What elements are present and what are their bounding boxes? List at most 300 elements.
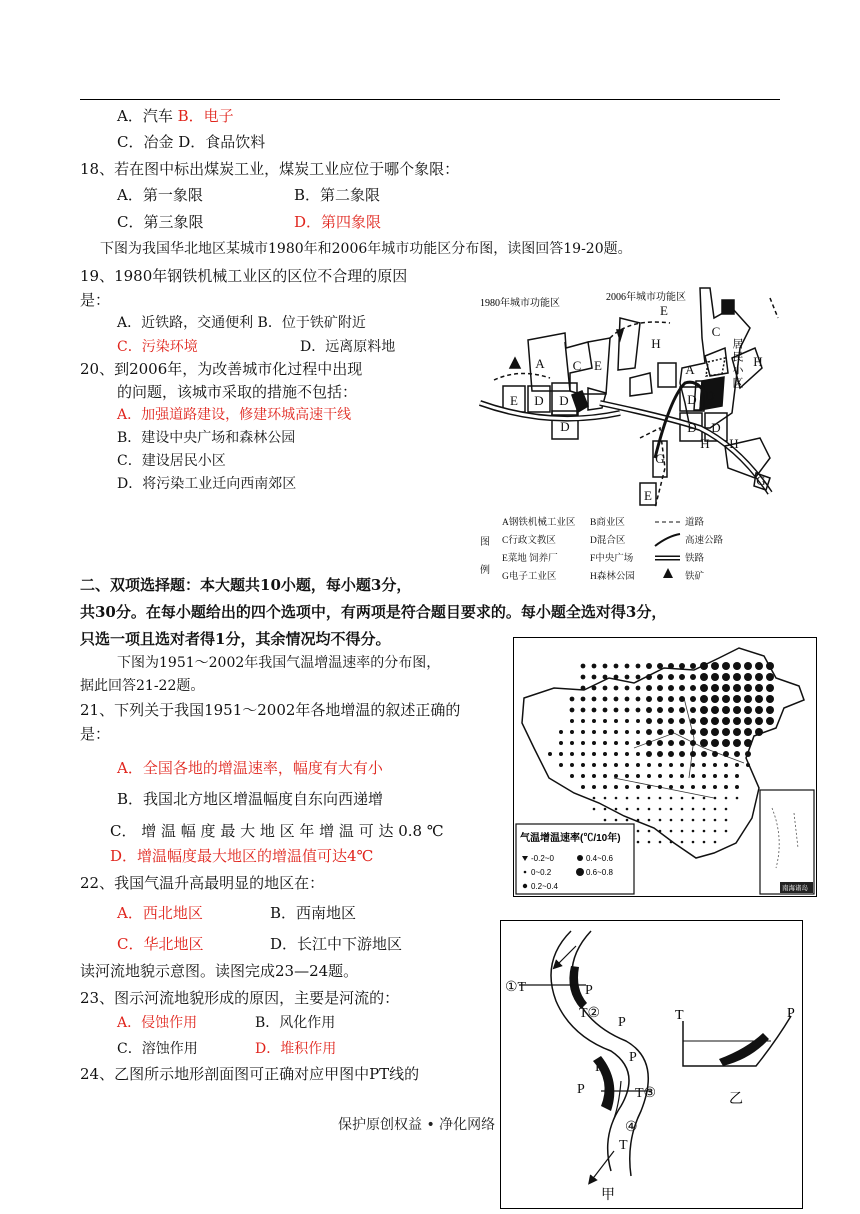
warming-dot bbox=[625, 719, 629, 723]
warming-dot bbox=[711, 673, 719, 681]
warming-dot bbox=[766, 717, 774, 725]
svg-text:道路: 道路 bbox=[685, 518, 705, 528]
warming-dot bbox=[581, 708, 586, 713]
svg-text:P: P bbox=[595, 1060, 603, 1075]
q18-option-b bbox=[294, 185, 380, 205]
svg-text:D: D bbox=[560, 419, 570, 434]
text-run: A．汽车 bbox=[117, 107, 178, 125]
text-run: 的问题，该城市采取的措施不包括： bbox=[117, 383, 358, 401]
warming-dot bbox=[755, 684, 763, 692]
warming-dot bbox=[691, 774, 695, 778]
warming-dot bbox=[570, 741, 574, 745]
text-run: B．西南地区 bbox=[270, 904, 357, 922]
warming-dot bbox=[722, 706, 730, 714]
warming-dot bbox=[657, 674, 663, 680]
warming-dot bbox=[702, 785, 706, 789]
warming-dot bbox=[637, 797, 640, 800]
warming-dot bbox=[668, 751, 674, 757]
svg-text:G电子工业区: G电子工业区 bbox=[502, 572, 557, 582]
warming-dot bbox=[603, 708, 608, 713]
warming-dot bbox=[615, 819, 618, 822]
warming-dot bbox=[659, 841, 662, 844]
jia-labels bbox=[505, 980, 656, 1153]
svg-text:T②: T② bbox=[579, 1006, 601, 1021]
svg-text:①T: ①T bbox=[505, 980, 527, 995]
warming-dot bbox=[603, 686, 608, 691]
warming-dot bbox=[669, 774, 673, 778]
warming-dot bbox=[733, 662, 741, 670]
warming-dot bbox=[700, 728, 708, 736]
text-run: C． 增 温 幅 度 最 大 地 区 年 增 温 可 达 0.8 ℃ bbox=[110, 822, 444, 840]
warming-dot bbox=[702, 763, 706, 767]
warming-dot bbox=[603, 763, 607, 767]
warming-dot bbox=[614, 785, 618, 789]
warming-dot bbox=[581, 763, 585, 767]
warming-dot bbox=[592, 741, 596, 745]
svg-text:0.6~0.8: 0.6~0.8 bbox=[586, 868, 613, 877]
q22-option-b bbox=[270, 903, 356, 923]
q19-stem-cont bbox=[80, 290, 110, 310]
warming-dot bbox=[755, 673, 763, 681]
header-rule bbox=[80, 99, 780, 100]
svg-text:A: A bbox=[535, 356, 545, 371]
warming-dot bbox=[647, 774, 651, 778]
svg-text:0.2~0.4: 0.2~0.4 bbox=[531, 882, 558, 891]
warming-dot bbox=[691, 785, 695, 789]
warming-dot bbox=[646, 751, 652, 757]
svg-text:D: D bbox=[687, 392, 697, 407]
warming-dot bbox=[766, 695, 774, 703]
warming-dot bbox=[722, 695, 730, 703]
warming-dot bbox=[714, 808, 717, 811]
section2-heading bbox=[80, 575, 411, 595]
warming-dot bbox=[625, 730, 629, 734]
warming-dot bbox=[626, 808, 629, 811]
q22-option-c bbox=[117, 934, 203, 954]
warming-dot bbox=[636, 686, 641, 691]
warming-dot bbox=[581, 785, 585, 789]
intro-21-22-cont bbox=[80, 676, 204, 696]
intro-23-24 bbox=[80, 961, 358, 981]
warming-dot bbox=[679, 729, 685, 735]
warming-dot bbox=[581, 774, 585, 778]
section2-instructions bbox=[80, 602, 666, 622]
warming-dot bbox=[592, 719, 596, 723]
warming-dot bbox=[603, 719, 607, 723]
warming-dot bbox=[679, 751, 685, 757]
warming-dot bbox=[648, 797, 651, 800]
climate-warming-map bbox=[513, 637, 817, 897]
warming-dot bbox=[700, 739, 708, 747]
warming-dot bbox=[713, 785, 717, 789]
warming-dot bbox=[614, 708, 619, 713]
warming-dot bbox=[755, 706, 763, 714]
warming-dot bbox=[725, 797, 728, 800]
warming-dot bbox=[625, 675, 630, 680]
warming-dot bbox=[755, 728, 763, 736]
warming-dot bbox=[722, 728, 730, 736]
warming-dot bbox=[735, 774, 739, 778]
warming-dot bbox=[700, 662, 708, 670]
text-run: C．溶蚀作用 bbox=[117, 1041, 198, 1057]
warming-dot bbox=[690, 740, 696, 746]
q20-option-d bbox=[117, 474, 296, 494]
warming-dot bbox=[603, 675, 608, 680]
warming-dot bbox=[570, 719, 574, 723]
text-run: D．远离原料地 bbox=[300, 339, 396, 355]
warming-dot bbox=[637, 808, 640, 811]
warming-dot bbox=[581, 686, 586, 691]
svg-text:D: D bbox=[687, 420, 697, 435]
warming-dot bbox=[636, 697, 641, 702]
warming-dot bbox=[669, 763, 673, 767]
warming-dot bbox=[744, 662, 752, 670]
warming-dot bbox=[701, 751, 707, 757]
warming-dot bbox=[679, 696, 685, 702]
warming-dot bbox=[681, 797, 684, 800]
warming-dot bbox=[703, 819, 706, 822]
warming-dot bbox=[646, 674, 652, 680]
q17-options-cd bbox=[117, 132, 265, 152]
svg-text:铁路: 铁路 bbox=[685, 554, 705, 564]
warming-dot bbox=[657, 663, 663, 669]
warming-dot bbox=[603, 697, 608, 702]
svg-text:0.4~0.6: 0.4~0.6 bbox=[586, 854, 613, 863]
yi-t-label: T bbox=[675, 1008, 684, 1023]
svg-text:P: P bbox=[618, 1015, 626, 1030]
warming-dot bbox=[570, 730, 574, 734]
warming-dot bbox=[714, 819, 717, 822]
text-run: 21、下列关于我国1951～2002年各地增温的叙述正确的 bbox=[80, 701, 461, 719]
text-run: 读河流地貌示意图。读图完成23—24题。 bbox=[80, 962, 359, 980]
warming-dot bbox=[625, 741, 629, 745]
svg-text:T: T bbox=[619, 1138, 628, 1153]
warming-dot bbox=[636, 785, 640, 789]
warming-dot bbox=[614, 741, 618, 745]
warming-dot bbox=[713, 763, 717, 767]
warming-dot bbox=[733, 739, 741, 747]
warming-dot bbox=[648, 808, 651, 811]
q19-options-ab bbox=[117, 313, 366, 333]
warming-dot bbox=[592, 708, 597, 713]
warming-dot bbox=[581, 719, 585, 723]
warming-dot bbox=[648, 841, 651, 844]
warming-dot bbox=[733, 706, 741, 714]
warming-dot bbox=[570, 752, 574, 756]
title-2006: 2006年城市功能区 bbox=[606, 292, 686, 303]
warming-dot bbox=[615, 808, 618, 811]
warming-dot bbox=[659, 808, 662, 811]
svg-text:D混合区: D混合区 bbox=[590, 536, 626, 546]
warming-dot bbox=[703, 797, 706, 800]
warming-dot bbox=[668, 740, 674, 746]
warming-dot bbox=[744, 673, 752, 681]
q22-option-d bbox=[270, 934, 402, 954]
warming-dot bbox=[636, 774, 640, 778]
warming-dot bbox=[681, 808, 684, 811]
warming-dot bbox=[614, 774, 618, 778]
text-run: A．西北地区 bbox=[117, 904, 203, 922]
warming-dot bbox=[646, 718, 652, 724]
warming-dot bbox=[711, 706, 719, 714]
label-yi: 乙 bbox=[729, 1092, 743, 1107]
section2-instructions-cont bbox=[80, 629, 390, 649]
warming-dot bbox=[711, 695, 719, 703]
warming-dot bbox=[668, 663, 674, 669]
warming-dot bbox=[592, 785, 596, 789]
text-run: A．侵蚀作用 bbox=[117, 1015, 198, 1031]
warming-dot bbox=[657, 718, 663, 724]
warming-dot bbox=[592, 763, 596, 767]
warming-dot bbox=[679, 718, 685, 724]
svg-text:G: G bbox=[756, 473, 766, 488]
q21-option-a bbox=[117, 758, 383, 778]
warming-dot bbox=[637, 841, 640, 844]
q24-stem bbox=[80, 1064, 419, 1084]
warming-dot bbox=[603, 664, 608, 669]
warming-dot bbox=[636, 719, 640, 723]
text-run: 22、我国气温升高最明显的地区在： bbox=[80, 874, 325, 892]
warming-dot bbox=[615, 797, 618, 800]
q23-option-b bbox=[255, 1013, 335, 1033]
watermark: 保护原创权益 • 净化网络 bbox=[338, 1117, 496, 1133]
warming-dot bbox=[614, 675, 619, 680]
text-run: 二、双项选择题：本大题共10小题，每小题3分， bbox=[80, 576, 412, 594]
warming-dot bbox=[659, 819, 662, 822]
warming-dot bbox=[714, 830, 717, 833]
svg-text:G: G bbox=[655, 451, 665, 466]
warming-dot bbox=[711, 728, 719, 736]
warming-dot bbox=[733, 728, 741, 736]
warming-dot bbox=[581, 664, 586, 669]
warming-dot bbox=[744, 706, 752, 714]
warming-dot bbox=[604, 819, 607, 822]
svg-text:H: H bbox=[729, 436, 739, 451]
warming-dot bbox=[668, 674, 674, 680]
warming-dot bbox=[670, 841, 673, 844]
warming-dot bbox=[722, 739, 730, 747]
intro-21-22 bbox=[117, 653, 440, 673]
warming-dot bbox=[735, 785, 739, 789]
warming-dot bbox=[670, 819, 673, 822]
warming-dot bbox=[680, 774, 684, 778]
warming-dot bbox=[648, 819, 651, 822]
warming-dot bbox=[637, 830, 640, 833]
q17-options-ab bbox=[117, 106, 234, 126]
zone-labels bbox=[510, 303, 766, 503]
warming-dot bbox=[755, 662, 763, 670]
svg-text:C: C bbox=[711, 324, 721, 339]
warming-dot bbox=[670, 797, 673, 800]
warming-dot bbox=[614, 730, 618, 734]
text-run: B．第二象限 bbox=[294, 186, 381, 204]
warming-dot bbox=[725, 830, 728, 833]
warming-dot bbox=[625, 664, 630, 669]
warming-dot bbox=[722, 684, 730, 692]
label-jia: 甲 bbox=[601, 1188, 615, 1203]
warming-dot bbox=[626, 819, 629, 822]
warming-dot bbox=[735, 763, 739, 767]
title-1980: 1980年城市功能区 bbox=[480, 298, 560, 309]
svg-text:H: H bbox=[753, 354, 763, 369]
warming-dot bbox=[659, 830, 662, 833]
text-run: A．加强道路建设，修建环城高速干线 bbox=[117, 407, 352, 423]
warming-dot bbox=[603, 785, 607, 789]
warming-dot bbox=[559, 730, 563, 734]
q20-option-a bbox=[117, 405, 351, 425]
warming-dot bbox=[559, 741, 563, 745]
warming-dot bbox=[603, 752, 607, 756]
warming-dot bbox=[668, 696, 674, 702]
river-landform-diagram bbox=[500, 920, 803, 1209]
svg-text:A钢铁机械工业区: A钢铁机械工业区 bbox=[502, 518, 576, 528]
svg-text:H森林公园: H森林公园 bbox=[590, 572, 635, 582]
text-run: C．第三象限 bbox=[117, 213, 204, 231]
warming-dot bbox=[722, 673, 730, 681]
warming-dot bbox=[625, 763, 629, 767]
text-run: 下图为1951～2002年我国气温增温速率的分布图， bbox=[117, 655, 441, 671]
svg-text:A: A bbox=[685, 362, 695, 377]
svg-text:E: E bbox=[660, 303, 668, 318]
text-run: D．堆积作用 bbox=[255, 1041, 337, 1057]
inset-label: 南海诸岛 bbox=[782, 885, 808, 892]
warming-dot bbox=[670, 830, 673, 833]
warming-dot bbox=[581, 697, 586, 702]
warming-dot bbox=[711, 717, 719, 725]
warming-dot bbox=[592, 675, 597, 680]
warming-dot bbox=[692, 819, 695, 822]
warming-dot bbox=[755, 695, 763, 703]
q19-option-c bbox=[117, 337, 198, 357]
warming-dot bbox=[614, 664, 619, 669]
svg-text:P: P bbox=[577, 1082, 585, 1097]
q18-stem bbox=[80, 159, 459, 179]
q20-stem-cont bbox=[117, 382, 357, 402]
warming-dot bbox=[559, 763, 563, 767]
q23-stem bbox=[80, 988, 399, 1008]
warming-dot bbox=[604, 808, 607, 811]
warming-dot bbox=[614, 719, 618, 723]
text-run: A．近铁路，交通便利 B．位于铁矿附近 bbox=[117, 315, 366, 331]
intro-19-20 bbox=[100, 239, 632, 259]
warming-dot bbox=[766, 662, 774, 670]
warming-dot bbox=[658, 763, 662, 767]
text-run: C．华北地区 bbox=[117, 935, 204, 953]
warming-dot bbox=[703, 830, 706, 833]
warming-dot bbox=[646, 663, 652, 669]
text-run: D．第四象限 bbox=[294, 213, 382, 231]
q22-option-a bbox=[117, 903, 203, 923]
warming-dot bbox=[657, 696, 663, 702]
text-run: A．全国各地的增温速率，幅度有大有小 bbox=[117, 759, 383, 777]
warming-dot bbox=[703, 841, 706, 844]
warming-dot bbox=[690, 663, 696, 669]
text-run: 共30分。在每小题给出的四个选项中，有两项是符合题目要求的。每小题全选对得3分， bbox=[80, 603, 667, 621]
warming-dot bbox=[625, 686, 630, 691]
warming-dot bbox=[733, 717, 741, 725]
warming-dot bbox=[603, 730, 607, 734]
q21-stem-cont bbox=[80, 724, 110, 744]
warming-dot bbox=[625, 785, 629, 789]
warming-dot bbox=[603, 741, 607, 745]
warming-dot bbox=[668, 685, 674, 691]
svg-text:D: D bbox=[705, 388, 715, 403]
warming-dot bbox=[690, 729, 696, 735]
warming-dot bbox=[637, 819, 640, 822]
warming-dot bbox=[647, 763, 651, 767]
warming-dot bbox=[592, 752, 596, 756]
svg-text:高速公路: 高速公路 bbox=[685, 536, 724, 546]
warming-dot bbox=[648, 830, 651, 833]
warming-dot bbox=[746, 763, 750, 767]
warming-dot bbox=[593, 808, 596, 811]
warming-dot bbox=[692, 841, 695, 844]
text-run: B．电子 bbox=[177, 107, 234, 125]
text-run: 19、1980年钢铁机械工业区的区位不合理的原因 bbox=[80, 267, 408, 285]
warming-dot bbox=[625, 708, 630, 713]
warming-dot bbox=[659, 797, 662, 800]
q19-stem bbox=[80, 266, 407, 286]
warming-dot bbox=[657, 751, 663, 757]
warming-dot bbox=[679, 674, 685, 680]
city-function-map bbox=[470, 278, 790, 583]
legend-title: 气温增温速率(℃/10年) bbox=[520, 833, 621, 844]
warming-dot bbox=[713, 774, 717, 778]
warming-dot bbox=[581, 730, 585, 734]
svg-text:④: ④ bbox=[625, 1120, 638, 1135]
q20-option-b bbox=[117, 428, 295, 448]
warming-dot bbox=[724, 763, 728, 767]
svg-text:C: C bbox=[572, 358, 582, 373]
warming-dot bbox=[680, 763, 684, 767]
map-1980 bbox=[480, 322, 670, 439]
svg-text:图例: 图例 bbox=[477, 536, 489, 583]
q18-option-c bbox=[117, 212, 203, 232]
warming-dot bbox=[636, 708, 641, 713]
text-run: 18、若在图中标出煤炭工业，煤炭工业应位于哪个象限： bbox=[80, 160, 460, 178]
warming-dot bbox=[690, 696, 696, 702]
warming-dot bbox=[692, 808, 695, 811]
warming-dot bbox=[548, 752, 552, 756]
warming-dot bbox=[570, 708, 575, 713]
svg-text:B商业区: B商业区 bbox=[590, 518, 625, 528]
text-run: 下图为我国华北地区某城市1980年和2006年城市功能区分布图，读图回答19-20题。 bbox=[100, 241, 632, 257]
svg-text:P: P bbox=[585, 983, 593, 998]
q20-option-c bbox=[117, 451, 226, 471]
warming-dot bbox=[700, 706, 708, 714]
warming-dot bbox=[725, 819, 728, 822]
warming-dot bbox=[725, 808, 728, 811]
warming-dot bbox=[690, 707, 696, 713]
warming-dot bbox=[668, 707, 674, 713]
warming-dot bbox=[690, 674, 696, 680]
warming-dots bbox=[548, 662, 774, 843]
warming-dot bbox=[755, 717, 763, 725]
svg-text:H: H bbox=[651, 336, 661, 351]
warming-dot bbox=[680, 785, 684, 789]
text-run: 只选一项且选对者得1分，其余情况均不得分。 bbox=[80, 630, 391, 648]
warming-dot bbox=[647, 785, 651, 789]
warming-dot bbox=[723, 751, 729, 757]
warming-dot bbox=[581, 752, 585, 756]
warming-dot bbox=[603, 774, 607, 778]
warming-dot bbox=[722, 717, 730, 725]
q21-option-c bbox=[110, 821, 444, 841]
warming-dot bbox=[690, 751, 696, 757]
svg-text:T③: T③ bbox=[635, 1086, 657, 1101]
warming-dot bbox=[745, 751, 751, 757]
warming-dot bbox=[636, 763, 640, 767]
